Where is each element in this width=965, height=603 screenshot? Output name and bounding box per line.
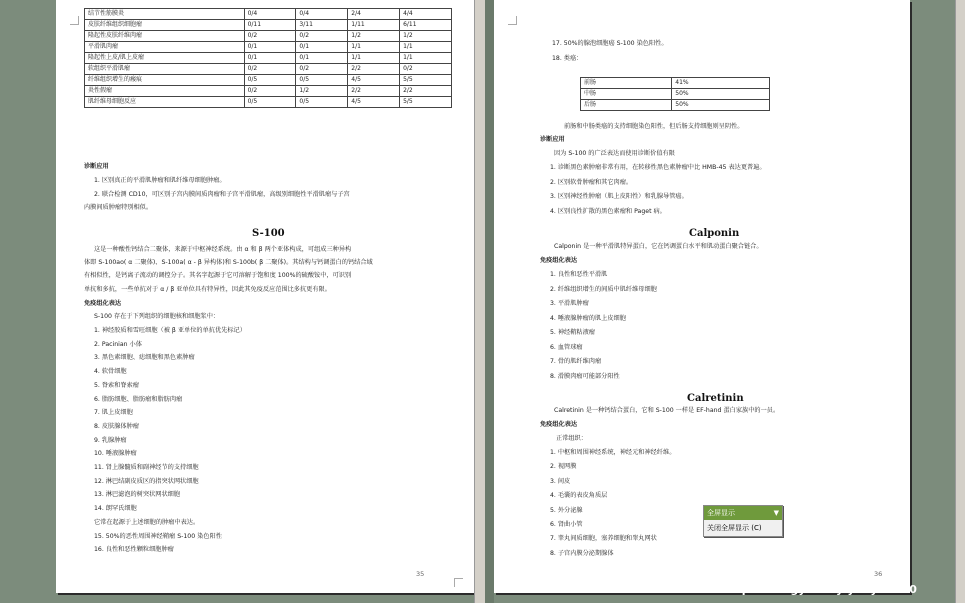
- table-row: [581, 89, 770, 100]
- list-item: 14. 朗罕氏细胞: [94, 505, 137, 513]
- list-item: 6. 血管球瘤: [550, 343, 583, 351]
- list-item: 8. 滑膜肉瘤可能部分阳性: [550, 372, 620, 380]
- table-cell: 2/2: [348, 64, 400, 75]
- table-cell: 隆起性上皮/肌上皮瘤: [85, 53, 245, 64]
- page-number: 36: [874, 570, 883, 578]
- list-item: 4. 软骨细胞: [94, 368, 127, 376]
- table-row: [85, 20, 452, 31]
- list-item: 1. 区别真正的平滑肌肿瘤和肌纤维母细胞肿瘤。: [94, 177, 226, 184]
- table-row: [581, 78, 770, 89]
- table-cell: 0/5: [244, 97, 296, 108]
- table-cell: 41%: [672, 78, 770, 89]
- document-page-right: [494, 0, 910, 593]
- list-item: 2. Pacinian 小体: [94, 340, 142, 348]
- table-cell: 0/4: [244, 9, 296, 20]
- table-cell: 0/1: [244, 42, 296, 53]
- table-cell: 1/1: [348, 42, 400, 53]
- list-item: 3. 平滑肌肿瘤: [550, 300, 589, 307]
- table-cell: 0/1: [296, 42, 348, 53]
- list-item: 1. 神经胶质和雪旺细胞（被 β 亚单位的单抗优先标记）: [94, 327, 246, 334]
- table-cell: 0/5: [296, 97, 348, 108]
- list-item: 3. 区别神经性肿瘤（肌上皮阳性）和乳腺导管癌。: [550, 193, 688, 200]
- table-cell: 1/11: [348, 20, 400, 31]
- table-cell: 1/1: [400, 42, 452, 53]
- list-item: 2. 联合检测 CD10，可区别子宫内膜间质肉瘤和子宫平滑肌瘤，高级别细胞性平滑肌瘤与子宫: [94, 191, 350, 198]
- table-cell: 6/11: [400, 20, 452, 31]
- table-cell: 4/4: [400, 9, 452, 20]
- table-cell: 1/2: [400, 31, 452, 42]
- table-cell: 平滑肌肉瘤: [85, 42, 245, 53]
- page-number: 35: [416, 570, 425, 578]
- list-item: 5. 外分泌腺: [550, 506, 583, 514]
- list-item: 7. 肌上皮细胞: [94, 409, 133, 417]
- list-item: 3. 黑色素细胞、痣细胞和黑色素肿瘤: [94, 354, 195, 362]
- section-title-ihc: 免疫组化表达: [540, 257, 578, 264]
- table-row: [85, 86, 452, 97]
- list-item: 7. 睾丸间质细胞，塞养细胞和睾丸网状: [550, 535, 657, 543]
- section-title-ihc: 免疫组化表达: [540, 421, 578, 428]
- list-item: 4. 毛囊的表皮角质层: [550, 492, 608, 500]
- list-item: 5. 神经鞘粘液瘤: [550, 329, 595, 336]
- subsection-title: 正常组织：: [556, 435, 587, 442]
- table-cell: 2/2: [400, 86, 452, 97]
- paragraph-line: 这是一种酸性钙结合二聚体，来源于中枢神经系统。由 α 和 β 两个亚体构成，可组成三种异构: [94, 246, 352, 253]
- list-item: 12. 淋巴结副皮质区的指突状网状细胞: [94, 477, 199, 485]
- table-cell: 中肠: [581, 89, 672, 100]
- fullscreen-menu-header[interactable]: [704, 506, 782, 520]
- table-row: [85, 53, 452, 64]
- right-page-scrollbar[interactable]: [955, 0, 965, 603]
- table-row: [581, 100, 770, 111]
- table-cell: 后肠: [581, 100, 672, 111]
- table-cell: 肌纤维母细胞反应: [85, 97, 245, 108]
- table-cell: 5/5: [400, 75, 452, 86]
- paragraph-line: 有相似性，是钙离子流动的调控分子。其名字起源于它可溶解于饱和度 100%的硫酸铵中，可识别: [84, 272, 352, 279]
- crop-mark: [454, 578, 463, 587]
- list-item: 1. 良性和恶性平滑肌: [550, 271, 608, 278]
- table-cell: 0/2: [400, 64, 452, 75]
- close-fullscreen-item[interactable]: 关闭全屏显示 (C): [707, 524, 762, 532]
- list-item: 内膜间质肿瘤特别相似。: [84, 204, 153, 211]
- table-row: [85, 75, 452, 86]
- table-cell: 0/2: [244, 64, 296, 75]
- table-cell: 0/4: [296, 9, 348, 20]
- list-item: 8. 皮肤腺体肿瘤: [94, 422, 139, 430]
- dropdown-arrow-icon[interactable]: ▼: [773, 509, 779, 517]
- table-row: [85, 97, 452, 108]
- list-item: 11. 肾上腺髓质和副神经节的支持细胞: [94, 464, 199, 471]
- left-page-scrollbar[interactable]: [474, 0, 485, 603]
- crop-mark: [70, 16, 79, 25]
- list-item: 它常在起源于上述细胞的肿瘤中表达。: [94, 518, 200, 526]
- list-item: 18. 类癌：: [552, 55, 583, 62]
- table-cell: 1/1: [348, 53, 400, 64]
- table-row: [85, 42, 452, 53]
- list-item: 1. 中枢和周围神经系统，神经元和神经纤维。: [550, 449, 676, 456]
- table-cell: 0/5: [296, 75, 348, 86]
- table-cell: 4/5: [348, 97, 400, 108]
- list-item: 1. 诊断黑色素肿瘤非常有用，在转移性黑色素肿瘤中比 HMB-45 表达更普遍。: [550, 164, 766, 171]
- table-cell: 2/4: [348, 9, 400, 20]
- list-item: 10. 唾液腺肿瘤: [94, 450, 137, 458]
- table-cell: 0/11: [244, 20, 296, 31]
- table-cell: 1/2: [348, 31, 400, 42]
- table-cell: 3/11: [296, 20, 348, 31]
- list-item: 15. 50%的恶性周围神经鞘瘤 S-100 染色阳性: [94, 532, 222, 540]
- document-page-left: [56, 0, 474, 593]
- fullscreen-menu-title: 全屏显示: [707, 509, 735, 517]
- table-cell: 纤维组织增生的瘢痕: [85, 75, 245, 86]
- note-line: 前肠和中肠类癌的支持细胞染色阳性，但后肠支持细胞则呈阴性。: [564, 123, 744, 130]
- table-cell: 0/2: [296, 64, 348, 75]
- table-cell: 0/2: [244, 31, 296, 42]
- table-cell: 皮肤纤维组织细胞瘤: [85, 20, 245, 31]
- list-item: 4. 唾液腺肿瘤的肌上皮细胞: [550, 314, 626, 322]
- table-cell: 4/5: [348, 75, 400, 86]
- list-intro: S-100 存在于下列组织的细胞核和细胞浆中：: [94, 313, 220, 320]
- fullscreen-menu[interactable]: [703, 505, 783, 537]
- list-item: 2. 区别软骨肿瘤和其它肉瘤。: [550, 178, 633, 186]
- table-row: [85, 31, 452, 42]
- list-item: 8. 子宫内膜分泌期腺体: [550, 549, 614, 557]
- list-item: 13. 淋巴滤泡的树突状网状细胞: [94, 491, 181, 499]
- stain-results-table: [84, 8, 452, 108]
- watermark: www.ipathology.cn by yanyan530: [703, 583, 918, 596]
- table-cell: 炎性假瘤: [85, 86, 245, 97]
- table-cell: 0/5: [244, 75, 296, 86]
- list-item: 6. 脂肪细胞、脂肪瘤和脂肪肉瘤: [94, 395, 183, 403]
- paragraph-line: Calretinin 是一种钙结合蛋白，它和 S-100 一样是 EF-hand 蛋白家族中的一员。: [554, 407, 780, 414]
- list-item: 2. 纤维组织增生的间质中肌纤维母细胞: [550, 285, 657, 293]
- paragraph-line: Calponin 是一种平滑肌特异蛋白，它在钙调蛋白水平和肌动蛋白聚合链合。: [554, 243, 763, 250]
- section-heading-s100: S-100: [252, 228, 285, 239]
- list-item: 9. 乳腺肿瘤: [94, 436, 127, 444]
- crop-mark: [508, 16, 517, 25]
- list-item: 5. 脊索和脊索瘤: [94, 381, 139, 389]
- list-item: 7. 骨的肌纤维肉瘤: [550, 358, 602, 365]
- list-item: 2. 视网膜: [550, 463, 577, 471]
- table-cell: 0/1: [296, 53, 348, 64]
- list-item: 17. 50%的腺泡细胞癌 S-100 染色阳性。: [552, 40, 668, 47]
- table-cell: 50%: [672, 100, 770, 111]
- table-cell: 结节性筋膜炎: [85, 9, 245, 20]
- list-item: 4. 区别良性扩散的黑色素瘤和 Paget 病。: [550, 207, 666, 215]
- list-item: 6. 肾曲小管: [550, 521, 583, 528]
- table-cell: 隆起性皮肤纤维肉瘤: [85, 31, 245, 42]
- table-cell: 1/2: [296, 86, 348, 97]
- list-item: 3. 间皮: [550, 477, 571, 485]
- paragraph-line: 因为 S-100 的广泛表达而使用诊断价值有限: [554, 150, 675, 157]
- carcinoid-table: [580, 77, 770, 111]
- section-title-ihc: 免疫组化表达: [84, 300, 122, 307]
- table-cell: 1/1: [400, 53, 452, 64]
- paragraph-line: 体即 S-100ao( α 二聚体)、S-100a( α - β 异构体)和 S-100b( β 二聚体)。其结构与钙调蛋白的钙结合域: [84, 259, 373, 266]
- paragraph-line: 单抗和多抗，一些单抗对于 α / β 亚单位具有特异性，因此其免疫反应范围比多抗更有限。: [84, 286, 331, 293]
- table-cell: 0/1: [244, 53, 296, 64]
- table-cell: 2/2: [348, 86, 400, 97]
- section-heading-calponin: Calponin: [689, 228, 740, 239]
- section-heading-calretinin: Calretinin: [687, 393, 744, 404]
- table-row: [85, 64, 452, 75]
- section-title-diagnostic-use: 诊断应用: [84, 163, 109, 170]
- table-cell: 软组织平滑肌瘤: [85, 64, 245, 75]
- table-cell: 0/2: [296, 31, 348, 42]
- table-cell: 前肠: [581, 78, 672, 89]
- page-gap: [485, 0, 494, 603]
- table-cell: 50%: [672, 89, 770, 100]
- section-title-diagnostic-use: 诊断应用: [540, 136, 565, 143]
- table-cell: 5/5: [400, 97, 452, 108]
- table-row: [85, 9, 452, 20]
- list-item: 16. 良性和恶性颗粒细胞肿瘤: [94, 546, 174, 554]
- table-cell: 0/2: [244, 86, 296, 97]
